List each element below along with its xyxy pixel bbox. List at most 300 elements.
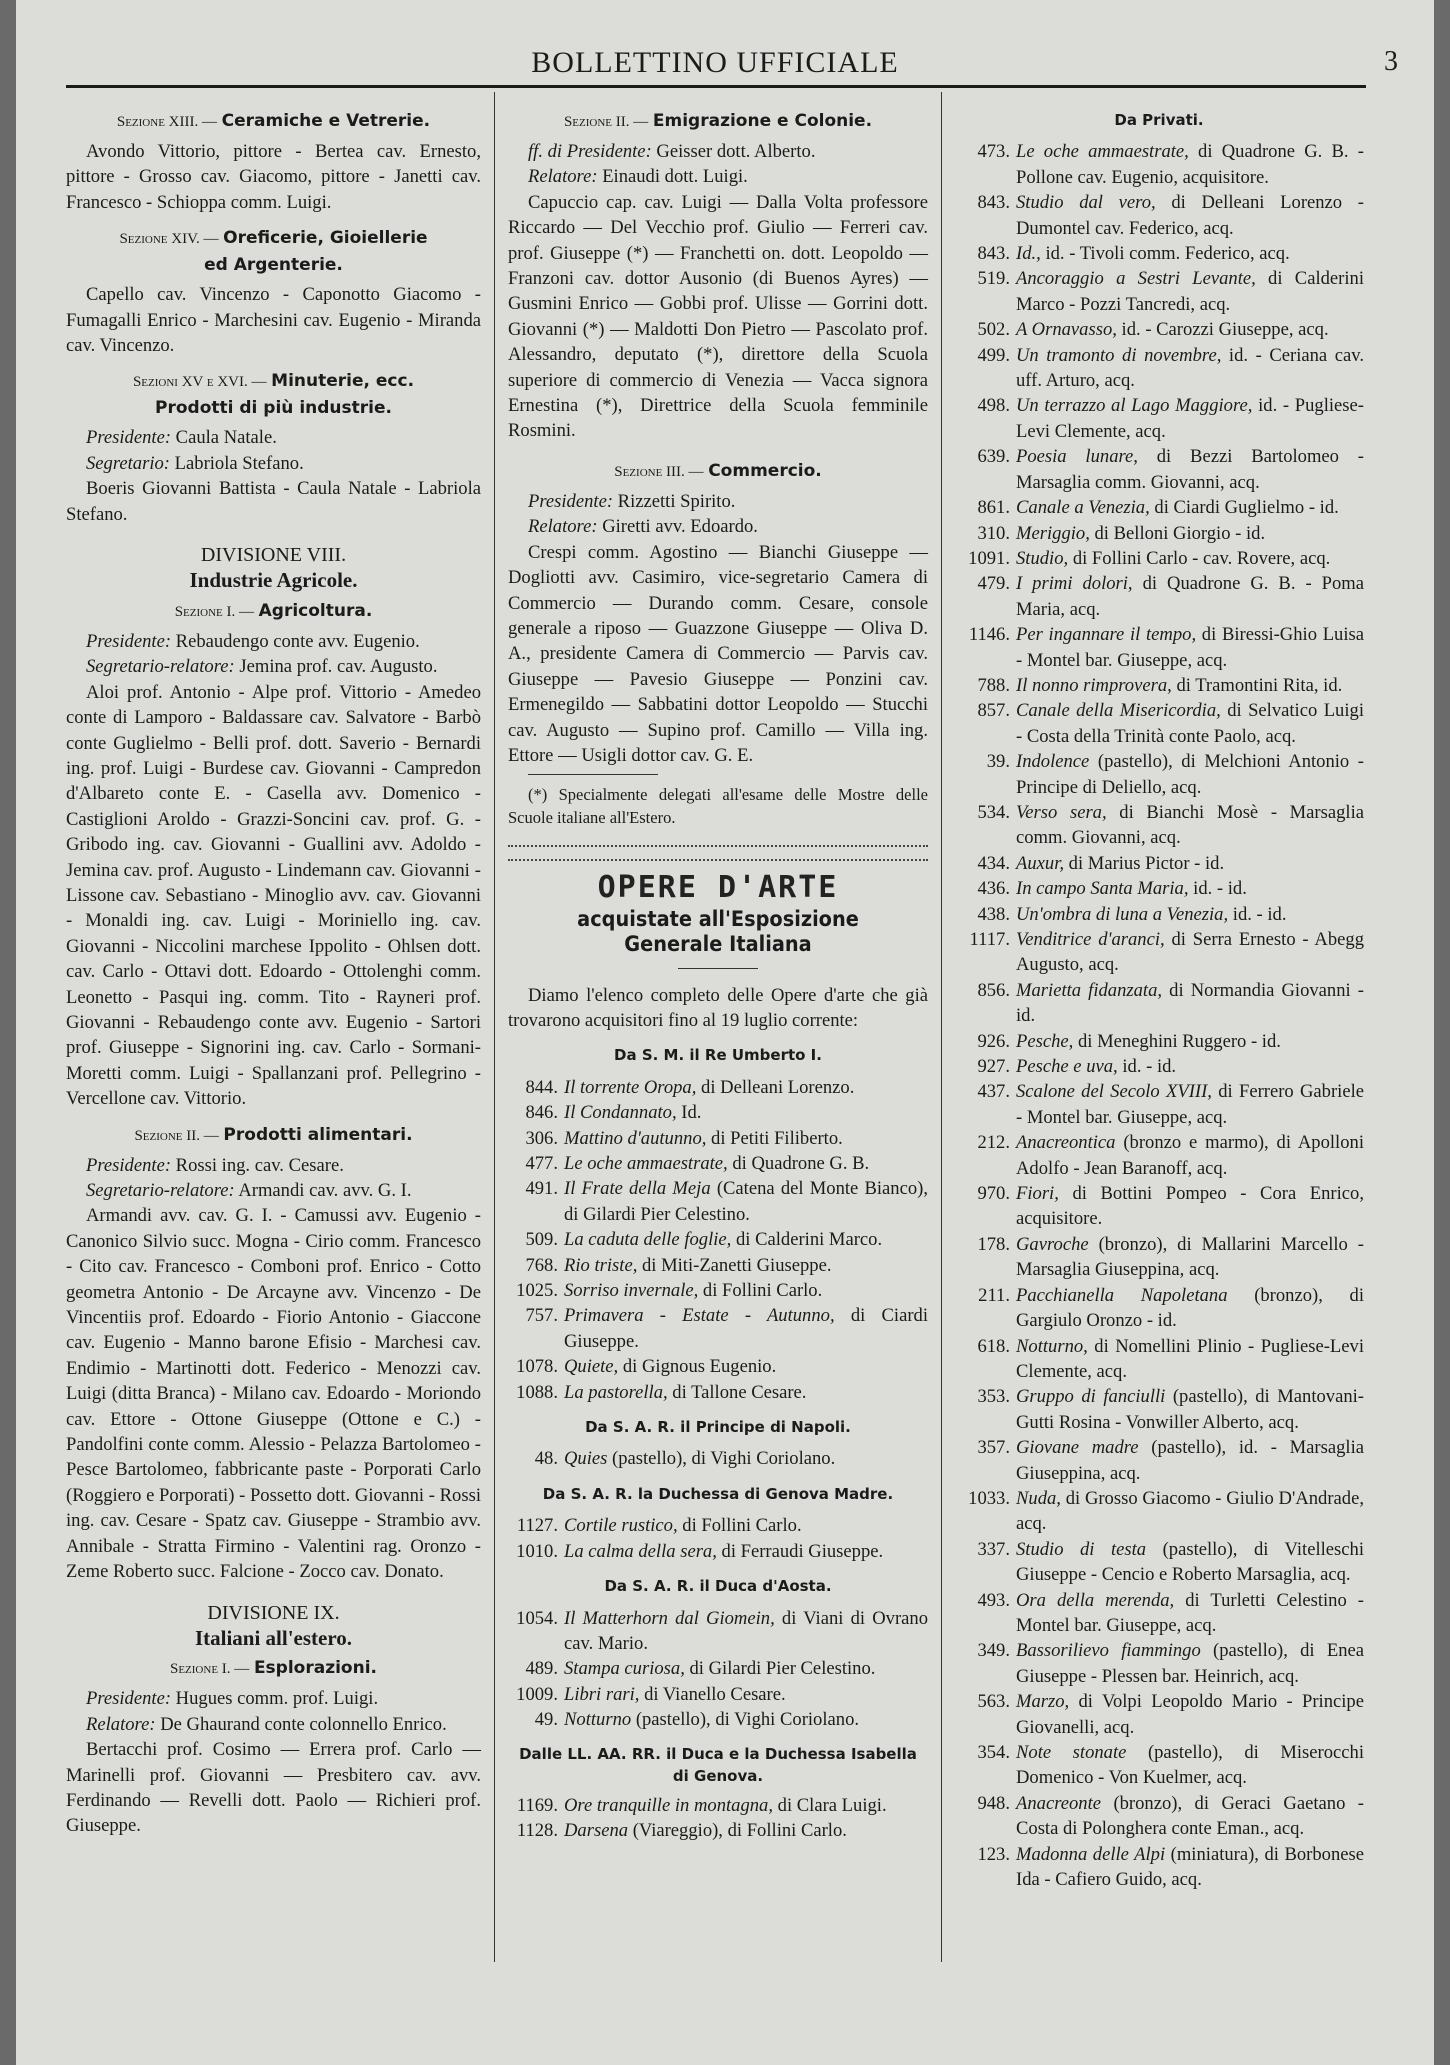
artwork-entry	[954, 1054, 1364, 1079]
catalogue-number: 1117.	[969, 929, 1010, 950]
page	[16, 0, 1434, 2065]
artwork-title: A Ornavasso,	[1016, 319, 1117, 341]
artwork-title: Gruppo di fanciulli	[1016, 1386, 1166, 1408]
artwork-entry	[508, 1539, 928, 1564]
artwork-title: La calma della sera,	[564, 1540, 717, 1562]
artwork-title: Studio di testa	[1016, 1538, 1147, 1560]
artwork-title: Fiori,	[1016, 1183, 1059, 1205]
artwork-entry	[954, 317, 1364, 342]
artwork-entry	[508, 1227, 928, 1252]
president-line: Presidente: Rossi ing. cav. Cesare.	[86, 1154, 344, 1176]
artwork-title: Un tramonto di novembre,	[1016, 344, 1222, 366]
catalogue-number: 1010.	[516, 1540, 558, 1562]
artwork-title: Quies	[564, 1448, 608, 1470]
artwork-entry	[508, 1176, 928, 1227]
section-heading: Sezioni XV e XVI. — Minuterie, ecc. Prodotti di più industrie.	[132, 371, 415, 419]
member-list: Boeris Giovanni Battista - Caula Natale - Labriola Stefano.	[66, 478, 481, 525]
artwork-details: di Selvatico Luigi - Costa della Trinità conte Paolo, acq.	[1016, 700, 1364, 747]
artwork-details: di Ciardi Guglielmo - id.	[1149, 497, 1339, 519]
artwork-details: (pastello), di Enea Giuseppe - Plessen bar. Heinrich, acq.	[1016, 1640, 1365, 1687]
artwork-entry	[954, 521, 1364, 546]
artwork-title: Il Condannato,	[564, 1102, 677, 1124]
buyer-heading: Da S. M. il Re Umberto I.	[614, 1046, 822, 1065]
artwork-entry	[954, 1486, 1364, 1537]
artwork-details: (Viareggio), di Follini Carlo.	[628, 1819, 847, 1841]
artwork-details: di Follini Carlo.	[677, 1515, 802, 1537]
artwork-entry	[508, 1354, 928, 1379]
artwork-entry	[954, 673, 1364, 698]
artwork-entry	[954, 978, 1364, 1029]
artwork-details: di Quadrone G. B.	[727, 1153, 870, 1174]
secretary-line: Segretario: Labriola Stefano.	[86, 452, 304, 474]
catalogue-number: 357.	[977, 1437, 1010, 1459]
short-rule	[678, 968, 758, 969]
catalogue-number: 757.	[525, 1305, 558, 1327]
artwork-title: Stampa curiosa,	[564, 1658, 685, 1680]
artwork-title: Primavera - Estate - Autunno,	[564, 1305, 835, 1327]
division-title: Italiani all'estero.	[194, 1625, 353, 1650]
artwork-entry	[954, 139, 1364, 190]
artwork-title: Ancoraggio a Sestri Levante,	[1016, 268, 1256, 290]
artwork-details: (pastello), di Miserocchi Domenico - Von Kuelmer, acq.	[1016, 1742, 1365, 1789]
artwork-details: di Volpi Leopoldo Mario - Principe Giovanelli, acq.	[1016, 1691, 1364, 1738]
catalogue-number: 509.	[525, 1229, 558, 1251]
artwork-title: Scalone del Secolo XVIII,	[1016, 1081, 1212, 1103]
catalogue-number: 491.	[525, 1178, 558, 1200]
artwork-title: Notturno	[564, 1709, 632, 1731]
artwork-title: Quiete,	[564, 1356, 619, 1378]
artwork-title: La pastorella,	[564, 1381, 668, 1403]
catalogue-number: 948.	[977, 1792, 1010, 1814]
catalogue-number: 926.	[977, 1030, 1010, 1052]
division-title: Industrie Agricole.	[189, 568, 358, 593]
artwork-entry	[954, 1638, 1364, 1689]
artwork-entry	[508, 1380, 928, 1405]
artwork-entry	[954, 1079, 1364, 1130]
catalogue-number: 843.	[977, 192, 1010, 214]
artwork-entry	[954, 851, 1364, 876]
section-heading: Sezione XIV. — Oreficerie, Gioiellerie ed Argenterie.	[119, 228, 428, 276]
artwork-title: Ore tranquille in montagna,	[564, 1794, 773, 1816]
catalogue-number: 1025.	[516, 1280, 558, 1302]
ornamental-divider	[508, 845, 928, 861]
artwork-title: Anacreonte	[1016, 1792, 1102, 1814]
artwork-title: Gavroche	[1016, 1233, 1089, 1255]
artwork-details: id. - id.	[1117, 1056, 1177, 1078]
catalogue-number: 436.	[977, 878, 1010, 900]
artwork-title: Poesia lunare,	[1016, 446, 1138, 468]
buyer-heading: Da S. A. R. la Duchessa di Genova Madre.	[542, 1484, 894, 1503]
artwork-title: Auxur,	[1016, 852, 1065, 874]
artwork-entry	[954, 1740, 1364, 1791]
artwork-title: Canale della Misericordia,	[1016, 700, 1221, 722]
artwork-details: di Nomellini Plinio - Pugliese-Levi Clemente, acq.	[1016, 1335, 1364, 1382]
artwork-details: di Bezzi Bartolomeo - Marsaglia comm. Giovanni, acq.	[1016, 446, 1364, 493]
artwork-entry	[954, 571, 1364, 622]
artwork-entry	[954, 1029, 1364, 1054]
member-list: Armandi avv. cav. G. I. - Camussi avv. Eugenio - Canonico Silvio succ. Mogna - Cirio comm. Francesco - Cito cav. Francesco - Comboni prof. Enrico - Cotto geometra Antonio - De Arcayne avv. Vincenzo - De Vincentiis prof. Edoardo - Fiorio Antonio - Giaccone cav. Eugenio - Manno barone Efisio - Marchesi cav. Endimio - Martinotti dott. Federico - Menozzi cav. Luigi (ditta Branca) - Milano cav. Edoardo - Moriondo cav. Ettore - Ottone Giuseppe (Ottone e C.) - Pandolfini conte comm. Alessio - Pelazza Bartolomeo - Pesce Bartolomeo, fabbricante paste - Porporati Carlo (Roggiero e Porporati) - Possetto dott. Giovanni - Rossi ing. cav. Cesare - Spatz cav. Giuseppe - Strambio avv. Annibale - Stratta Firmino - Valentini rag. Oronzo - Zeme Roberto succ. Falcione - Zocco cav. Donato.	[66, 1205, 481, 1583]
artwork-title: Darsena	[564, 1819, 629, 1841]
artwork-title: Venditrice d'aranci,	[1016, 929, 1165, 950]
secretary-line: Segretario-relatore: Armandi cav. avv. G. I.	[86, 1180, 412, 1201]
artwork-entry	[954, 1435, 1364, 1486]
artwork-entry	[954, 800, 1364, 851]
artwork-entry	[508, 1278, 928, 1303]
catalogue-number: 123.	[977, 1843, 1010, 1865]
catalogue-number: 1127.	[516, 1515, 558, 1537]
artwork-title: Il torrente Oropa,	[564, 1076, 697, 1098]
artwork-title: Madonna delle Alpi	[1016, 1843, 1166, 1865]
artwork-entry	[954, 902, 1364, 927]
artwork-details: id. - id.	[1188, 878, 1247, 900]
artwork-details: di Tallone Cesare.	[667, 1381, 807, 1403]
president-line: ff. di Presidente: Geisser dott. Alberto.	[528, 141, 816, 162]
artwork-details: id. - Pugliese-Levi Clemente, acq.	[1016, 395, 1364, 442]
column-2	[508, 108, 928, 1843]
artwork-entry	[954, 393, 1364, 444]
artwork-title: Giovane madre	[1016, 1437, 1139, 1459]
artwork-details: (bronzo), di Geraci Gaetano - Costa di Polonghera conte Eman., acq.	[1016, 1792, 1364, 1840]
artwork-entry	[954, 190, 1364, 241]
artwork-title: Id.,	[1016, 243, 1041, 265]
catalogue-number: 479.	[977, 573, 1010, 595]
artwork-title: Il Frate della Meja	[564, 1178, 711, 1200]
catalogue-number: 519.	[977, 268, 1010, 290]
artwork-title: Sorriso invernale,	[564, 1280, 699, 1302]
artwork-title: Studio,	[1016, 547, 1069, 569]
artwork-details: di Gilardi Pier Celestino.	[684, 1658, 876, 1680]
catalogue-number: 498.	[977, 395, 1010, 417]
artwork-list	[954, 139, 1364, 1892]
artwork-details: di Delleani Lorenzo.	[696, 1076, 855, 1098]
artwork-entry	[954, 1537, 1364, 1588]
artwork-details: di Serra Ernesto - Abegg Augusto, acq.	[1016, 929, 1364, 976]
catalogue-number: 178.	[977, 1233, 1010, 1255]
artwork-details: (bronzo), di Gargiulo Oronzo - id.	[1016, 1284, 1364, 1332]
artwork-details: id. - Tivoli comm. Federico, acq.	[1040, 243, 1290, 265]
artwork-entry	[954, 1588, 1364, 1639]
artwork-entry	[508, 1818, 928, 1843]
catalogue-number: 211.	[978, 1284, 1010, 1306]
artwork-entry	[954, 1130, 1364, 1181]
artwork-title: Un'ombra di luna a Venezia,	[1016, 903, 1229, 925]
artwork-title: Bassorilievo fiammingo	[1016, 1640, 1201, 1662]
president-line: Presidente: Hugues comm. prof. Luigi.	[86, 1688, 379, 1710]
artwork-title: Ora della merenda,	[1016, 1589, 1175, 1611]
artwork-list	[508, 1446, 928, 1471]
artwork-details: (pastello), di Vitelleschi Giuseppe - Cencio e Roberto Marsaglia, acq.	[1016, 1538, 1364, 1586]
artwork-title: Pesche,	[1016, 1030, 1074, 1052]
artwork-title: Mattino d'autunno,	[564, 1127, 707, 1149]
catalogue-number: 846.	[525, 1102, 558, 1124]
journal-title: BOLLETTINO UFFICIALE	[531, 46, 899, 79]
artwork-list	[508, 1075, 928, 1405]
artwork-details: (pastello), di Melchioni Antonio - Principe di Deliello, acq.	[1016, 751, 1364, 798]
column-divider-2	[941, 92, 942, 1962]
catalogue-number: 857.	[977, 700, 1010, 722]
artwork-list	[508, 1606, 928, 1733]
artwork-entry	[954, 444, 1364, 495]
artwork-entry	[954, 1842, 1364, 1893]
artwork-entry	[954, 1791, 1364, 1842]
catalogue-number: 856.	[977, 979, 1010, 1001]
artwork-details: di Turletti Celestino - Montel bar. Giuseppe, acq.	[1016, 1589, 1364, 1636]
catalogue-number: 927.	[977, 1056, 1010, 1078]
artwork-details: di Meneghini Ruggero - id.	[1073, 1030, 1281, 1052]
artwork-details: di Biressi-Ghio Luisa - Montel bar. Giuseppe, acq.	[1016, 624, 1364, 671]
artwork-details: di Marius Pictor - id.	[1064, 852, 1225, 874]
division-heading: DIVISIONE IX.	[207, 1601, 340, 1624]
artwork-title: Indolence	[1016, 751, 1090, 773]
artwork-details: (pastello), di Vighi Coriolano.	[607, 1448, 836, 1470]
artwork-entry	[954, 1232, 1364, 1283]
artwork-title: Pacchianella Napoletana	[1016, 1284, 1228, 1306]
artwork-title: Note stonate	[1016, 1742, 1127, 1763]
artwork-details: di Clara Luigi.	[773, 1794, 887, 1816]
artwork-entry	[954, 1689, 1364, 1740]
artwork-title: Verso sera,	[1016, 801, 1107, 823]
artwork-details: di Quadrone G. B. - Pollone cav. Eugenio, acquisitore.	[1016, 141, 1364, 188]
artwork-details: di Viani di Ovrano cav. Mario.	[564, 1607, 928, 1654]
artwork-details: id. - Carozzi Giuseppe, acq.	[1116, 319, 1329, 341]
artwork-title: Il Matterhorn dal Giomein,	[564, 1607, 775, 1629]
column-1	[66, 108, 481, 1839]
catalogue-number: 788.	[977, 674, 1010, 696]
buyer-heading: Dalle LL. AA. RR. il Duca e la Duchessa Isabella di Genova.	[519, 1744, 917, 1785]
catalogue-number: 1128.	[516, 1819, 558, 1841]
catalogue-number: 843.	[977, 243, 1010, 265]
artwork-entry	[954, 622, 1364, 673]
artwork-entry	[508, 1126, 928, 1151]
artwork-details: (bronzo), di Mallarini Marcello - Marsaglia Giuseppina, acq.	[1016, 1233, 1364, 1281]
catalogue-number: 489.	[525, 1658, 558, 1680]
artwork-entry	[954, 698, 1364, 749]
artwork-title: Le oche ammaestrate,	[564, 1153, 728, 1174]
artwork-entry	[508, 1446, 928, 1471]
artwork-entry	[954, 749, 1364, 800]
page-header	[66, 44, 1398, 84]
artwork-details: di Tramontini Rita, id.	[1171, 674, 1343, 696]
artwork-title: Per ingannare il tempo,	[1016, 624, 1197, 646]
catalogue-number: 1169.	[516, 1794, 558, 1816]
artwork-details: di Delleani Lorenzo - Dumontel cav. Federico, acq.	[1016, 192, 1364, 239]
artwork-entry	[508, 1793, 928, 1818]
catalogue-number: 48.	[534, 1448, 558, 1470]
buyer-heading: Da S. A. R. il Duca d'Aosta.	[604, 1577, 832, 1596]
artwork-details: di Gignous Eugenio.	[618, 1356, 777, 1378]
rapporteur-line: Relatore: Einaudi dott. Luigi.	[528, 166, 748, 188]
catalogue-number: 563.	[977, 1691, 1010, 1713]
artwork-details: di Miti-Zanetti Giuseppe.	[637, 1254, 832, 1276]
artwork-list	[508, 1793, 928, 1844]
artwork-entry	[954, 927, 1364, 978]
page-number: 3	[1384, 46, 1398, 77]
catalogue-number: 353.	[977, 1386, 1010, 1408]
artwork-title: La caduta delle foglie,	[564, 1229, 732, 1251]
artwork-details: (pastello), id. - Marsaglia Giuseppina, acq.	[1016, 1437, 1364, 1484]
artwork-title: Cortile rustico,	[564, 1515, 678, 1537]
artwork-entry	[954, 1181, 1364, 1232]
section-heading: Sezione II. — Emigrazione e Colonie.	[563, 111, 873, 131]
catalogue-number: 844.	[525, 1076, 558, 1098]
artwork-title: Libri rari,	[564, 1683, 640, 1705]
catalogue-number: 49.	[534, 1709, 558, 1731]
artwork-title: Meriggio,	[1016, 522, 1090, 544]
rapporteur-line: Relatore: De Ghaurand conte colonnello Enrico.	[86, 1713, 447, 1735]
rapporteur-line: Relatore: Giretti avv. Edoardo.	[528, 516, 758, 538]
artwork-title: Studio dal vero,	[1016, 192, 1156, 214]
artwork-entry	[508, 1682, 928, 1707]
member-list: Capuccio cap. cav. Luigi — Dalla Volta professore Riccardo — Del Vecchio prof. Giulio — Ferreri cav. prof. Giuseppe (*) — Franchetti on. dott. Leopoldo — Franzoni cav. dottor Ausonio (di Buenos Ayres) — Gusmini Enrico — Gobbi prof. Ulisse — Gorrini dott. Giovanni (*) — Maldotti Don Pietro — Pascolato prof. Alessandro, deputato (*), direttore della Scuola superiore di commercio di Venezia — Vacca signora Ernestina (*), Direttrice della Scuola femminile Rosmini.	[508, 191, 928, 442]
artwork-details: di Calderini Marco.	[731, 1229, 883, 1251]
catalogue-number: 1033.	[968, 1487, 1010, 1509]
column-3	[954, 108, 1364, 1892]
artwork-entry	[508, 1606, 928, 1657]
artwork-details: di Petiti Filiberto.	[706, 1127, 843, 1149]
artwork-details: di Bottini Pompeo - Cora Enrico, acquisitore.	[1016, 1183, 1364, 1230]
artwork-entry	[508, 1513, 928, 1538]
catalogue-number: 434.	[977, 852, 1010, 874]
artwork-details: id. - Ceriana cav. uff. Arturo, acq.	[1016, 344, 1364, 392]
footnote-rule	[528, 774, 658, 775]
artworks-heading: OPERE D'ARTE	[597, 870, 839, 906]
artwork-entry	[954, 876, 1364, 901]
catalogue-number: 861.	[977, 497, 1010, 519]
artwork-title: Nuda,	[1016, 1487, 1061, 1509]
artwork-title: Pesche e uva,	[1016, 1056, 1118, 1078]
artwork-entry	[954, 495, 1364, 520]
member-list: Avondo Vittorio, pittore - Bertea cav. Ernesto, pittore - Grosso cav. Giacomo, pittore - Janetti cav. Francesco - Schioppa comm. Luigi.	[66, 141, 481, 213]
catalogue-number: 212.	[977, 1132, 1010, 1154]
column-divider-1	[494, 92, 495, 1962]
catalogue-number: 618.	[977, 1335, 1010, 1357]
section-heading: Sezione I. — Agricoltura.	[174, 600, 373, 621]
president-line: Presidente: Rebaudengo conte avv. Eugenio.	[86, 630, 420, 652]
president-line: Presidente: Rizzetti Spirito.	[528, 490, 736, 512]
artwork-title: Anacreontica	[1016, 1132, 1116, 1154]
artwork-title: Notturno,	[1016, 1335, 1088, 1357]
catalogue-number: 493.	[977, 1589, 1010, 1611]
artwork-details: (bronzo e marmo), di Apolloni Adolfo - Jean Baranoff, acq.	[1016, 1132, 1364, 1179]
artwork-title: Marzo,	[1016, 1691, 1070, 1713]
catalogue-number: 534.	[977, 801, 1010, 823]
artwork-details: di Normandia Giovanni - id.	[1016, 979, 1364, 1027]
president-line: Presidente: Caula Natale.	[86, 427, 277, 449]
artworks-intro: Diamo l'elenco completo delle Opere d'arte che già trovarono acquisitori fino al 19 luglio corrente:	[508, 984, 928, 1031]
artwork-entry	[954, 546, 1364, 571]
artwork-title: Marietta fidanzata,	[1016, 979, 1163, 1001]
artwork-entry	[508, 1075, 928, 1100]
artwork-entry	[508, 1253, 928, 1278]
catalogue-number: 1054.	[516, 1607, 558, 1629]
artwork-entry	[954, 1334, 1364, 1385]
header-rule	[66, 85, 1366, 88]
artwork-details: di Ferrero Gabriele - Montel bar. Giuseppe, acq.	[1016, 1081, 1364, 1128]
catalogue-number: 473.	[977, 141, 1010, 163]
section-heading: Sezione I. — Esplorazioni.	[169, 1658, 377, 1679]
artwork-details: di Calderini Marco - Pozzi Tancredi, acq.	[1016, 268, 1364, 315]
artwork-title: I primi dolori,	[1016, 573, 1133, 595]
member-list: Crespi comm. Agostino — Bianchi Giuseppe — Dogliotti avv. Casimiro, vice-segretario Camera di Commercio — Durando comm. Cesare, console generale a riposo — Guazzone Giuseppe — Oliva D. A., presidente Camera di Commercio — Parvis cav. Giuseppe — Pavesio Giuseppe — Ponzini cav. Ermenegildo — Sabbatini dottor Leopoldo — Stucchi cav. Augusto — Supino prof. Camillo — Villa ing. Ettore — Usigli dottor cav. G. E.	[508, 541, 928, 766]
artwork-details: di Quadrone G. B. - Poma Maria, acq.	[1016, 573, 1365, 620]
catalogue-number: 39.	[986, 751, 1010, 773]
catalogue-number: 349.	[977, 1640, 1010, 1662]
artwork-title: Le oche ammaestrate,	[1016, 141, 1189, 163]
artwork-entry	[508, 1100, 928, 1125]
artwork-details: di Follini Carlo.	[698, 1280, 823, 1302]
artwork-details: di Ferraudi Giuseppe.	[716, 1540, 884, 1562]
artwork-details: id. - id.	[1228, 903, 1287, 925]
artwork-details: di Belloni Giorgio - id.	[1089, 522, 1266, 544]
member-list: Aloi prof. Antonio - Alpe prof. Vittorio - Amedeo conte di Lamporo - Baldassare cav. Salvatore - Barbò conte Guglielmo - Belli prof. dott. Saverio - Bernardi ing. prof. Luigi - Burdese cav. Giovanni - Campredon d'Albareto conte E. - Casella avv. Domenico - Castiglioni Aroldo - Grazzi-Soncini cav. prof. G. - Gribodo ing. cav. Giovanni - Guallini avv. Adoldo - Jemina cav. prof. Augusto - Lindemann cav. Giovanni - Lissone cav. Sebastiano - Minoglio avv. cav. Giovanni - Monaldi ing. cav. Luigi - Moriniello ing. cav. Giovanni - Niccolini marchese Ippolito - Ohlsen dott. cav. Carlo - Ottavi dott. Edoardo - Ottolenghi comm. Leonetto - Pasqui ing. comm. Tito - Rayneri prof. Giovanni - Rebaudengo conte avv. Eugenio - Sartori prof. Giuseppe - Signorini ing. cav. Carlo - Sormani-Moretti comm. Luigi - Spallanzani prof. Pellegrino - Vercellone cav. Vittorio.	[66, 681, 481, 1110]
artwork-entry	[954, 1283, 1364, 1334]
catalogue-number: 1078.	[516, 1356, 558, 1378]
catalogue-number: 1088.	[516, 1381, 558, 1403]
section-heading: Sezione XIII. — Ceramiche e Vetrerie.	[116, 111, 431, 131]
catalogue-number: 499.	[977, 344, 1010, 366]
artwork-details: (pastello), di Vighi Coriolano.	[631, 1709, 860, 1731]
catalogue-number: 354.	[977, 1742, 1010, 1763]
artwork-details: di Grosso Giacomo - Giulio D'Andrade, acq.	[1016, 1487, 1364, 1535]
artwork-details: Id.	[676, 1102, 702, 1124]
artwork-entry	[954, 1384, 1364, 1435]
artwork-details: di Vianello Cesare.	[639, 1683, 786, 1705]
catalogue-number: 1009.	[516, 1683, 558, 1705]
artworks-subheading: acquistate all'Esposizione Generale Italiana	[577, 906, 859, 957]
catalogue-number: 306.	[525, 1127, 558, 1149]
artwork-details: (pastello), di Mantovani-Gutti Rosina - Vonwiller Alberto, acq.	[1016, 1386, 1364, 1433]
catalogue-number: 639.	[977, 446, 1010, 468]
artwork-list	[508, 1513, 928, 1564]
catalogue-number: 310.	[977, 522, 1010, 544]
artwork-title: Il nonno rimprovera,	[1016, 674, 1172, 696]
catalogue-number: 437.	[977, 1081, 1010, 1103]
artwork-details: (miniatura), di Borbonese Ida - Cafiero Guido, acq.	[1016, 1843, 1364, 1891]
catalogue-number: 438.	[977, 903, 1010, 925]
catalogue-number: 502.	[977, 319, 1010, 341]
catalogue-number: 1091.	[968, 547, 1010, 569]
artwork-details: di Ciardi Giuseppe.	[564, 1305, 928, 1352]
member-list: Capello cav. Vincenzo - Caponotto Giacomo - Fumagalli Enrico - Marchesini cav. Eugenio - Miranda cav. Vincenzo.	[66, 284, 481, 357]
artwork-entry	[508, 1151, 928, 1176]
member-list: Bertacchi prof. Cosimo — Errera prof. Carlo — Marinelli prof. Giovanni — Presbitero cav. avv. Ferdinando — Revelli dott. Paolo — Richieri prof. Giuseppe.	[66, 1739, 481, 1837]
catalogue-number: 1146.	[968, 624, 1010, 646]
secretary-line: Segretario-relatore: Jemina prof. cav. Augusto.	[86, 656, 438, 678]
section-heading: Sezione III. — Commercio.	[614, 460, 822, 481]
catalogue-number: 768.	[525, 1254, 558, 1276]
artwork-details: di Bianchi Mosè - Marsaglia comm. Giovanni, acq.	[1016, 801, 1364, 849]
artwork-title: Un terrazzo al Lago Maggiore,	[1016, 395, 1253, 417]
artwork-title: Rio triste,	[564, 1254, 638, 1276]
artwork-entry	[954, 241, 1364, 266]
artwork-title: Canale a Venezia,	[1016, 497, 1150, 519]
artwork-entry	[508, 1707, 928, 1732]
catalogue-number: 337.	[977, 1538, 1010, 1560]
buyer-heading: Da Privati.	[1114, 111, 1204, 129]
artwork-details: (Catena del Monte Bianco), di Gilardi Pier Celestino.	[564, 1178, 928, 1225]
division-heading: DIVISIONE VIII.	[200, 544, 347, 567]
buyer-heading: Da S. A. R. il Principe di Napoli.	[585, 1418, 851, 1437]
artwork-entry	[954, 343, 1364, 394]
footnote: (*) Specialmente delegati all'esame delle Mostre delle Scuole italiane all'Estero.	[508, 785, 928, 828]
artwork-title: In campo Santa Maria,	[1016, 878, 1189, 900]
catalogue-number: 477.	[525, 1153, 558, 1174]
artwork-entry	[508, 1656, 928, 1681]
artwork-entry	[954, 266, 1364, 317]
artwork-entry	[508, 1303, 928, 1354]
catalogue-number: 970.	[977, 1183, 1010, 1205]
section-heading: Sezione II. — Prodotti alimentari.	[134, 1124, 413, 1145]
